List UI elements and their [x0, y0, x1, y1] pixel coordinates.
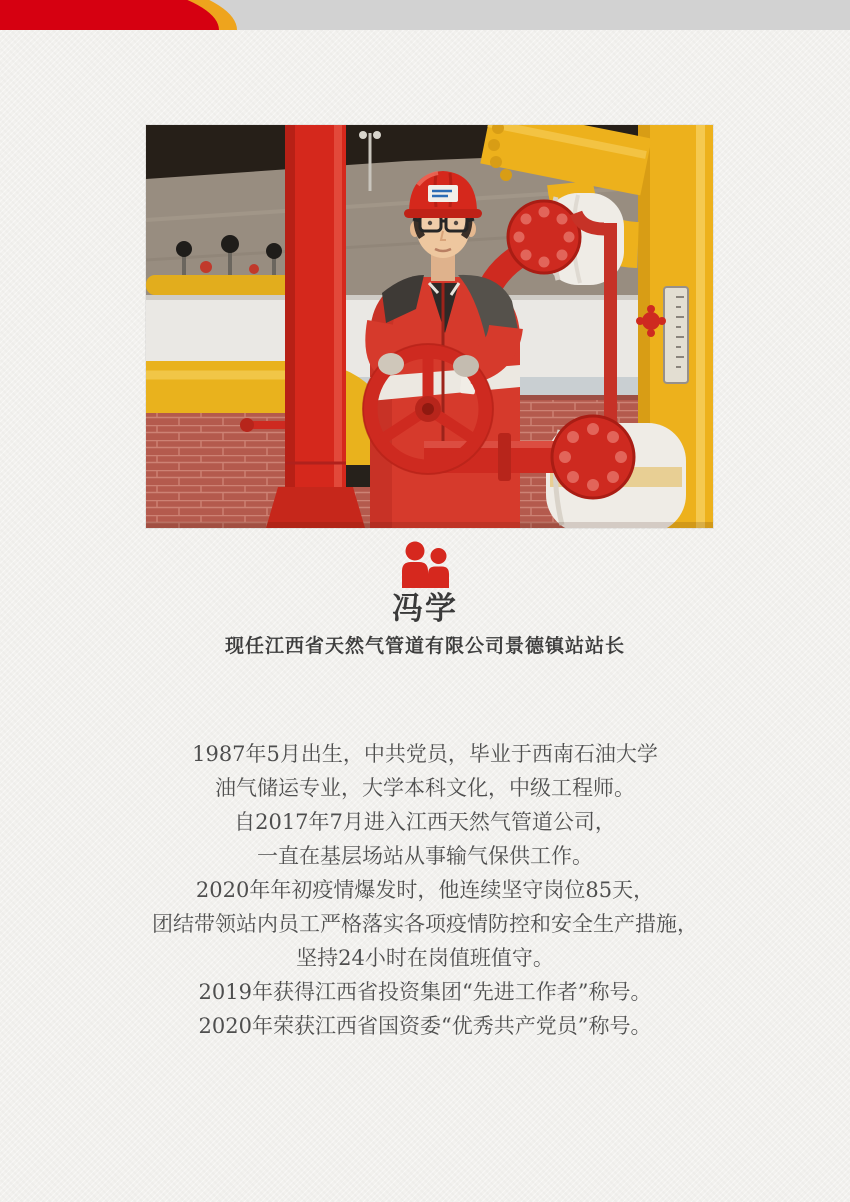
profile-name: 冯学 — [392, 591, 458, 626]
header-accent-bar — [0, 0, 850, 30]
bio-paragraph — [0, 737, 850, 1043]
bio-line: 油气储运专业，大学本科文化，中级工程师。 — [215, 776, 635, 800]
header-swoosh-graphic — [0, 0, 850, 30]
bio-line: 1987年5月出生，中共党员，毕业于西南石油大学 — [192, 742, 658, 766]
bio-line: 2019年获得江西省投资集团“先进工作者”称号。 — [198, 980, 652, 1004]
bio-line: 团结带领站内员工严格落实各项疫情防控和安全生产措施， — [152, 912, 698, 936]
profile-title: 现任江西省天然气管道有限公司景德镇站站长 — [224, 636, 625, 657]
profile-photo — [146, 125, 713, 528]
bio-line: 坚持24小时在岗值班值守。 — [296, 946, 554, 970]
bio-line: 2020年年初疫情爆发时，他连续坚守岗位85天， — [195, 878, 655, 902]
bio-line: 一直在基层场站从事输气保供工作。 — [257, 844, 593, 868]
bio-line: 2020年荣获江西省国资委“优秀共产党员”称号。 — [198, 1014, 652, 1038]
gas-station-scene-illustration — [146, 125, 713, 528]
bio-line: 自2017年7月进入江西天然气管道公司， — [234, 810, 616, 834]
